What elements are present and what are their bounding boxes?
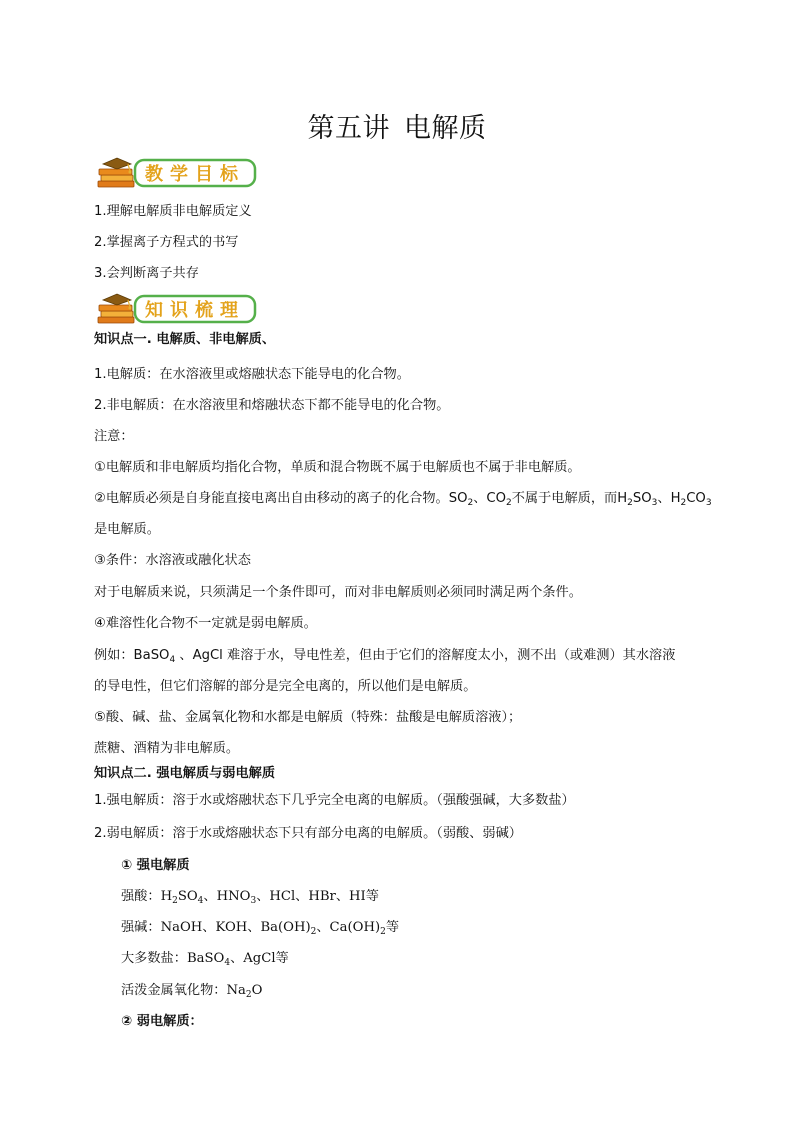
kp1-heading: 知识点一. 电解质、非电解质、 [94, 332, 276, 347]
title-part1: 第五讲 [307, 113, 390, 144]
books-and-graduation-cap-icon [98, 294, 134, 323]
kp2-def2: 2.弱电解质：溶于水或熔融状态下只有部分电离的电解质。（弱酸、弱碱） [94, 826, 522, 841]
books-and-graduation-cap-icon [98, 158, 134, 187]
kp1-example: 例如：BaSO$_4$ 、AgCl 难溶于水，导电性差，但由于它们的溶解度太小，测不出（或难测）其水溶液 [94, 648, 676, 665]
knowledge-review-banner [95, 291, 259, 327]
kp1-note-4: ④难溶性化合物不一定就是弱电解质。 [94, 616, 317, 631]
kp1-note-3: ③条件：水溶液或融化状态 [94, 553, 251, 568]
teaching-goals-banner-text: 教学目标 [145, 164, 245, 185]
goal-item: 1.理解电解质非电解质定义 [94, 204, 252, 219]
kp1-note-1: ①电解质和非电解质均指化合物，单质和混合物既不属于电解质也不属于非电解质。 [94, 460, 581, 475]
kp1-def2: 2.非电解质：在水溶液里和熔融状态下都不能导电的化合物。 [94, 398, 450, 413]
goal-item: 3.会判断离子共存 [94, 266, 199, 281]
teaching-goals-banner [95, 155, 259, 191]
kp1-example-cont: 的导电性，但它们溶解的部分是完全电离的，所以他们是电解质。 [94, 679, 477, 694]
kp1-def1: 1.电解质：在水溶液里或熔融状态下能导电的化合物。 [94, 367, 410, 382]
knowledge-review-banner-text: 知识梳理 [145, 300, 245, 321]
strong-electrolyte-heading: ① 强电解质 [121, 858, 190, 873]
kp1-note-3-cont: 对于电解质来说，只须满足一个条件即可，而对非电解质则必须同时满足两个条件。 [94, 585, 582, 600]
kp1-note-label: 注意： [94, 429, 134, 444]
kp1-note-2: ②电解质必须是自身能直接电离出自由移动的离子的化合物。$SO_2$、$CO_2$不属于电解质，而$H_2SO_3$、$H_2CO_3$ [94, 491, 712, 508]
kp2-heading: 知识点二. 强电解质与弱电解质 [94, 766, 276, 781]
strong-acids-line: 强酸：$H_2SO_4$、$HNO_3$、HCl、HBr、HI等 [121, 889, 379, 906]
kp1-note-5-cont: 蔗糖、酒精为非电解质。 [94, 741, 240, 756]
kp1-note-5: ⑤酸、碱、盐、金属氧化物和水都是电解质（特殊：盐酸是电解质溶液）； [94, 710, 522, 725]
kp1-note-2-cont: 是电解质。 [94, 522, 160, 537]
goal-item: 2.掌握离子方程式的书写 [94, 235, 239, 250]
page-title [0, 106, 794, 145]
strong-bases-line: 强碱：NaOH、KOH、$Ba(OH)_2$、$Ca(OH)_2$等 [121, 920, 400, 937]
salts-line: 大多数盐：BaSO$_4$、AgCl等 [121, 951, 289, 968]
metal-oxides-line: 活泼金属氧化物：$Na_2O$ [121, 983, 263, 1000]
title-part2: 电解质 [404, 113, 487, 144]
kp2-def1: 1.强电解质：溶于水或熔融状态下几乎完全电离的电解质。（强酸强碱，大多数盐） [94, 793, 575, 808]
weak-electrolyte-heading: ② 弱电解质： [121, 1014, 203, 1029]
